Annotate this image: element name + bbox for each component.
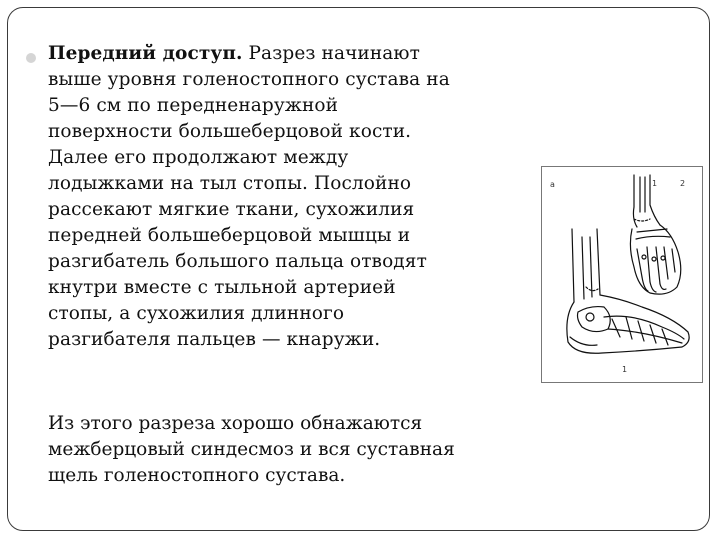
figure-label-3: 1 <box>622 365 628 374</box>
text-line: Далее его продолжают между <box>48 147 349 168</box>
text-line: межберцовый синдесмоз и вся суставная <box>48 439 455 460</box>
text-line: разгибателя пальцев — кнаружи. <box>48 329 381 350</box>
figure-label-a: а <box>550 180 555 189</box>
lower-leg-outline <box>572 229 574 302</box>
text-line: стопы, а сухожилия длинного <box>48 303 345 324</box>
ankle-illustration <box>542 167 702 382</box>
paragraph-main <box>48 41 548 353</box>
paragraph-secondary <box>48 411 455 489</box>
text-line: выше уровня голеностопного сустава на <box>48 69 450 90</box>
text-line: поверхности большеберцовой кости. <box>48 121 412 142</box>
text-line: передней большеберцовой мышцы и <box>48 225 411 246</box>
text-line: рассекают мягкие ткани, сухожилия <box>48 199 415 220</box>
text-line: Из этого разреза хорошо обнажаются <box>48 413 423 434</box>
bold-lead: Передний доступ. <box>48 43 243 64</box>
bullet-icon <box>26 53 36 63</box>
text-line: кнутри вместе с тыльной артерией <box>48 277 396 298</box>
text-line: лодыжками на тыл стопы. Послойно <box>48 173 412 194</box>
text-line: щель голеностопного сустава. <box>48 465 346 486</box>
first-line-rest: Разрез начинают <box>242 43 420 64</box>
ankle-anatomy-figure <box>541 166 703 383</box>
figure-label-1: 1 <box>652 179 658 188</box>
text-line: 5—6 см по передненаружной <box>48 95 339 116</box>
text-line: разгибатель большого пальца отводят <box>48 251 427 272</box>
first-line <box>48 41 548 67</box>
figure-label-2: 2 <box>680 179 686 188</box>
